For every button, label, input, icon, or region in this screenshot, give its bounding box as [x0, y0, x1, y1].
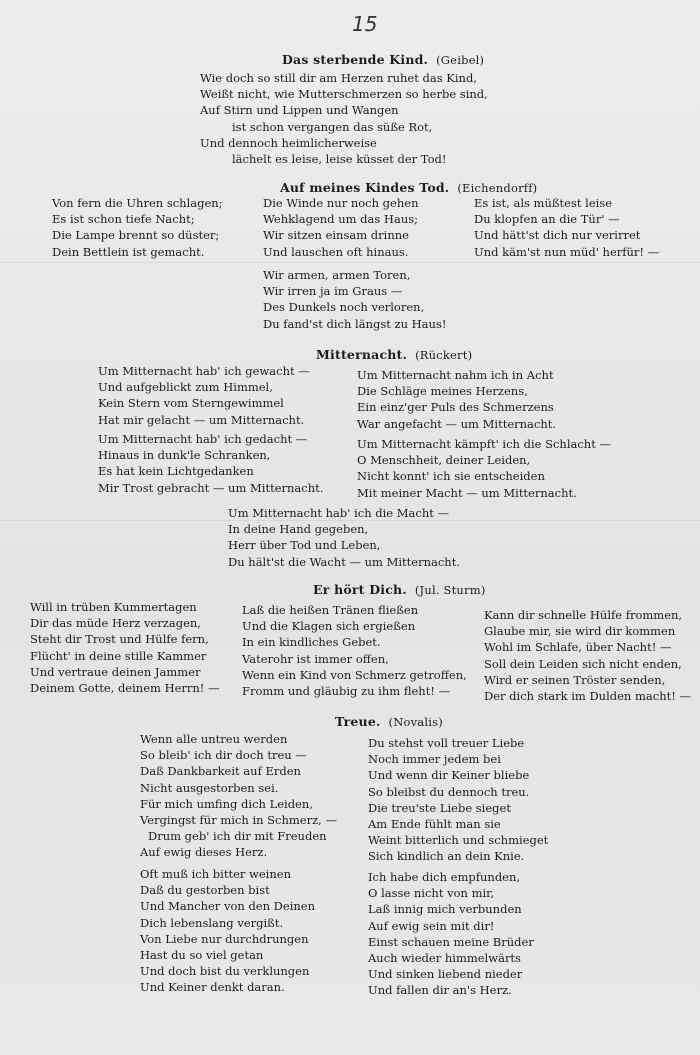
- poem-line: Kann dir schnelle Hülfe frommen,: [484, 608, 683, 622]
- stanza: [368, 869, 534, 999]
- poem-line: Du klopfen an die Tür' —: [474, 212, 620, 227]
- stanza: [242, 602, 467, 699]
- poem-line: Auf Stirn und Lippen und Wangen: [200, 103, 399, 118]
- stanza: [368, 735, 548, 865]
- poem-line: Und käm'st nun müd' herfür! —: [474, 244, 660, 259]
- poem-line: Wohl im Schlafe, über Nacht! —: [484, 640, 672, 655]
- stanza: [30, 599, 220, 696]
- poem-line: Du fand'st dich längst zu Haus!: [263, 316, 447, 331]
- stanza: [98, 431, 323, 496]
- poem-line: Es hat kein Lichtgedanken: [98, 464, 254, 479]
- poem-line: Einst schauen meine Brüder: [368, 934, 534, 949]
- poem-line: Und Keiner denkt daran.: [140, 980, 285, 995]
- poem-line: Laß die heißen Tränen fließen: [242, 603, 419, 617]
- poem-line: Weißt nicht, wie Mutterschmerzen so herbe sind,: [200, 87, 488, 102]
- stanza: [263, 267, 446, 332]
- poem-line: Und Mancher von den Deinen: [140, 899, 315, 914]
- poem-line: Weint bitterlich und schmieget: [368, 833, 549, 848]
- poem-title: Mitternacht. (Rückert): [316, 347, 473, 362]
- poem-line: Und fallen dir an's Herz.: [368, 983, 512, 998]
- poem-line: Und dennoch heimlicherweise: [200, 135, 377, 150]
- poem-line: Wehklagend um das Haus;: [263, 212, 418, 227]
- poem-line: Daß du gestorben bist: [140, 883, 270, 898]
- poem-line: Nicht ausgestorben sei.: [140, 780, 279, 795]
- poem-title: Treue. (Novalis): [335, 714, 443, 729]
- stanza: [98, 363, 310, 428]
- poem-line: Mit meiner Macht — um Mitternacht.: [357, 485, 577, 500]
- poem-line: War angefacht — um Mitternacht.: [357, 416, 557, 431]
- stanza: [52, 195, 223, 260]
- poem-line: Wir armen, armen Toren,: [263, 268, 411, 282]
- poem-line: Oft muß ich bitter weinen: [140, 867, 291, 881]
- stanza: [474, 195, 659, 260]
- poem-line: Vergingst für mich in Schmerz, —: [140, 813, 337, 828]
- poem-line: Vaterohr ist immer offen,: [242, 651, 389, 666]
- poem-line: In ein kindliches Gebet.: [242, 635, 381, 650]
- poem-line: Glaube mir, sie wird dir kommen: [484, 624, 676, 639]
- poem-line: Wie doch so still dir am Herzen ruhet das Kind,: [200, 71, 477, 85]
- poem-line: Fromm und gläubig zu ihm fleht! —: [242, 684, 451, 699]
- poem-line: Wir sitzen einsam drinne: [263, 228, 409, 243]
- page-number: 15: [352, 12, 378, 36]
- poem-line: Auf ewig sein mit dir!: [368, 918, 495, 933]
- poem-line: Flücht' in deine stille Kammer: [30, 648, 207, 663]
- poem-line: O Menschheit, deiner Leiden,: [357, 453, 531, 468]
- poem-line: Hast du so viel getan: [140, 948, 264, 963]
- stanza: [357, 436, 611, 501]
- poem-line: Auf ewig dieses Herz.: [140, 845, 268, 860]
- poem-line: Soll dein Leiden sich nicht enden,: [484, 656, 682, 671]
- paper-fold-line: [0, 262, 700, 263]
- poem-line: Ich habe dich empfunden,: [368, 870, 521, 884]
- poem-line: Um Mitternacht hab' ich gedacht —: [98, 432, 308, 446]
- poem-title: Er hört Dich. (Jul. Sturm): [313, 582, 486, 597]
- poem-line: Auch wieder himmelwärts: [368, 951, 521, 966]
- poem-line: Deinem Gotte, deinem Herrn! —: [30, 681, 220, 696]
- poem-line: Wenn alle untreu werden: [140, 732, 288, 746]
- poem-line: Und lauschen oft hinaus.: [263, 244, 409, 259]
- poem-line: Nicht konnt' ich sie entscheiden: [357, 469, 545, 484]
- poem-line: Um Mitternacht hab' ich gewacht —: [98, 364, 310, 378]
- poem-line: Hat mir gelacht — um Mitternacht.: [98, 412, 305, 427]
- poem-line: Die Schläge meines Herzens,: [357, 384, 528, 399]
- poem-line: Am Ende fühlt man sie: [368, 817, 501, 832]
- poem-line: Noch immer jedem bei: [368, 752, 501, 767]
- poem-line: Um Mitternacht kämpft' ich die Schlacht —: [357, 437, 611, 451]
- poem-line: So bleibst du dennoch treu.: [368, 784, 530, 799]
- poem-line: Du hält'st die Wacht — um Mitternacht.: [228, 554, 460, 569]
- poem-line: Die treu'ste Liebe sieget: [368, 800, 511, 815]
- poem-line: Steht dir Trost und Hülfe fern,: [30, 632, 209, 647]
- poem-line: Von Liebe nur durchdrungen: [140, 931, 309, 946]
- poem-line: Von fern die Uhren schlagen;: [52, 196, 223, 210]
- poem-line: Des Dunkels noch verloren,: [263, 300, 425, 315]
- poem-line: Die Lampe brennt so düster;: [52, 228, 220, 243]
- poem-line: Und wenn dir Keiner bliebe: [368, 768, 530, 783]
- stanza: [263, 195, 418, 260]
- poem-line: Der dich stark im Dulden macht! —: [484, 689, 691, 704]
- stanza: [357, 367, 556, 432]
- poem-line: Wenn ein Kind von Schmerz getroffen,: [242, 667, 467, 682]
- poem-line: Und hätt'st dich nur verirret: [474, 228, 641, 243]
- poem-line: Kein Stern vom Sterngewimmel: [98, 396, 284, 411]
- poem-line: Um Mitternacht nahm ich in Acht: [357, 368, 554, 382]
- stanza: [484, 607, 691, 704]
- poem-line: Dich lebenslang vergißt.: [140, 915, 284, 930]
- poem-line: Und doch bist du verklungen: [140, 964, 310, 979]
- poem-line: Es ist, als müßtest leise: [474, 196, 613, 210]
- poem-line: Dir das müde Herz verzagen,: [30, 616, 201, 631]
- poem-line: Und aufgeblickt zum Himmel,: [98, 380, 273, 395]
- poem-line: So bleib' ich dir doch treu —: [140, 748, 307, 763]
- poem-title: Auf meines Kindes Tod. (Eichendorff): [280, 180, 538, 195]
- poem-line: Die Winde nur noch gehen: [263, 196, 419, 210]
- stanza: [140, 731, 337, 861]
- poem-line: Mir Trost gebracht — um Mitternacht.: [98, 480, 324, 495]
- poem-line: Hinaus in dunk'le Schranken,: [98, 448, 271, 463]
- poem-line: Dein Bettlein ist gemacht.: [52, 244, 205, 259]
- poem-line: Du stehst voll treuer Liebe: [368, 736, 525, 750]
- poem-line: Will in trüben Kummertagen: [30, 600, 197, 614]
- poem-line: Laß innig mich verbunden: [368, 902, 522, 917]
- poem-line: Und die Klagen sich ergießen: [242, 619, 416, 634]
- poem-line: ist schon vergangen das süße Rot,: [232, 119, 433, 134]
- poem-line: Wir irren ja im Graus —: [263, 284, 403, 299]
- poem-line: Für mich umfing dich Leiden,: [140, 796, 313, 811]
- poem-line: Um Mitternacht hab' ich die Macht —: [228, 506, 450, 520]
- poem-line: Und vertraue deinen Jammer: [30, 664, 201, 679]
- poem-line: lächelt es leise, leise küsset der Tod!: [232, 152, 447, 167]
- stanza: [228, 505, 460, 570]
- poem-line: Sich kindlich an dein Knie.: [368, 849, 525, 864]
- stanza: [140, 866, 315, 996]
- poem-line: Herr über Tod und Leben,: [228, 538, 381, 553]
- poem-title: Das sterbende Kind. (Geibel): [282, 52, 485, 67]
- poem-line: O lasse nicht von mir,: [368, 886, 495, 901]
- stanza: [200, 70, 488, 167]
- poem-line: Daß Dankbarkeit auf Erden: [140, 764, 301, 779]
- poem-line: Wird er seinen Tröster senden,: [484, 672, 666, 687]
- poem-line: In deine Hand gegeben,: [228, 522, 369, 537]
- poem-line: Drum geb' ich dir mit Freuden: [148, 829, 327, 844]
- poem-line: Und sinken liebend nieder: [368, 967, 523, 982]
- poem-line: Ein einz'ger Puls des Schmerzens: [357, 400, 554, 415]
- poem-line: Es ist schon tiefe Nacht;: [52, 212, 195, 227]
